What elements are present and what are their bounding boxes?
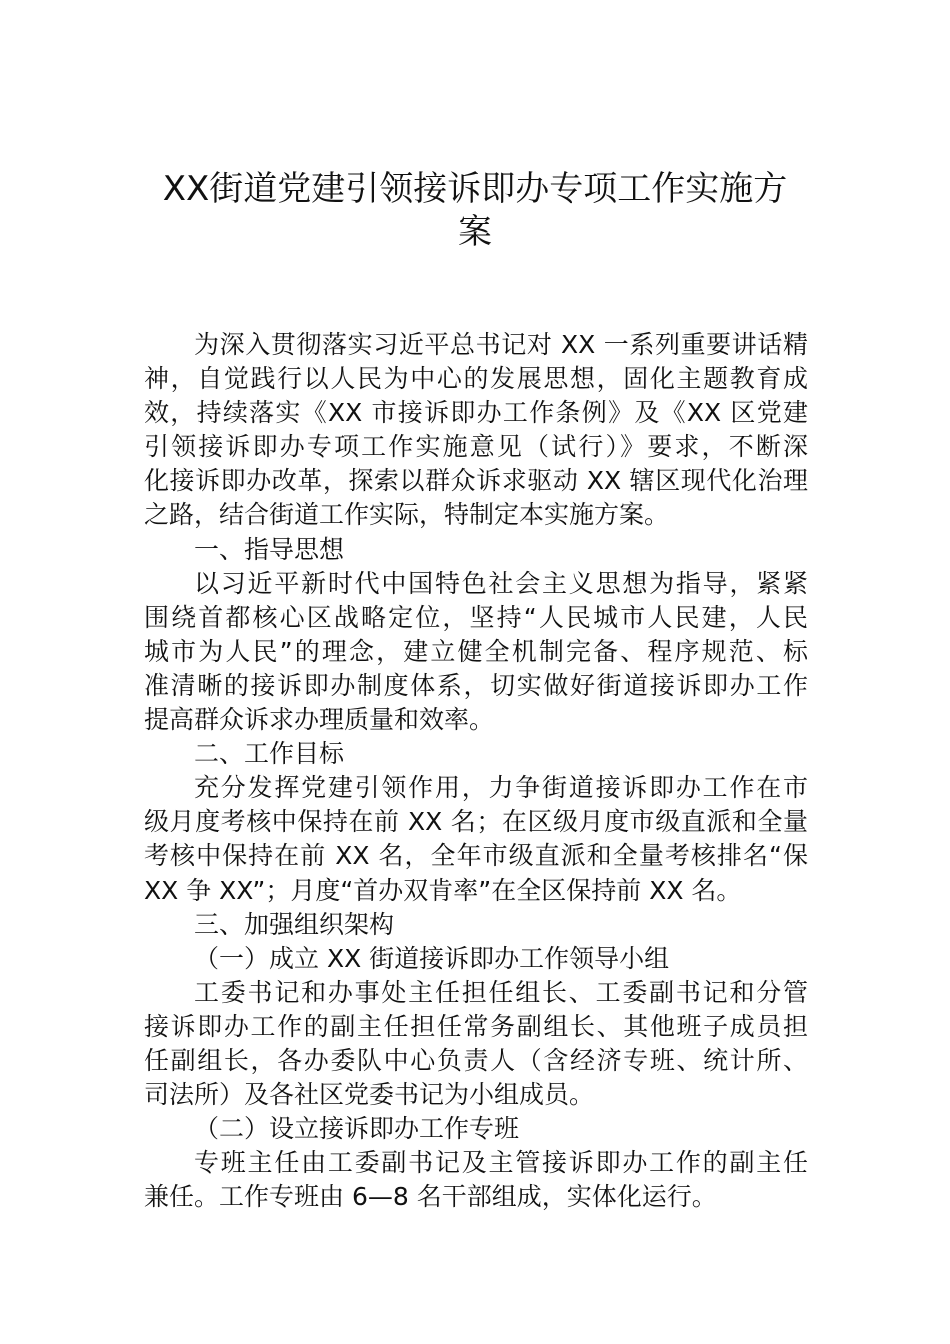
paragraph-line: 以习近平新时代中国特色社会主义思想为指导，紧紧 bbox=[194, 568, 808, 598]
paragraph-line: 任副组长，各办委队中心负责人（含经济专班、统计所、 bbox=[144, 1045, 808, 1075]
paragraph-line: 专班主任由工委副书记及主管接诉即办工作的副主任 bbox=[194, 1148, 808, 1178]
paragraph-line: 准清晰的接诉即办制度体系，切实做好街道接诉即办工作 bbox=[144, 670, 808, 700]
paragraph-line: 效，持续落实《XX 市接诉即办工作条例》及《XX 区党建 bbox=[144, 398, 808, 428]
document-body bbox=[144, 328, 808, 1214]
paragraph-line: 神，自觉践行以人民为中心的发展思想，固化主题教育成 bbox=[144, 364, 808, 394]
subsection-heading: （二）设立接诉即办工作专班 bbox=[194, 1114, 520, 1144]
section-heading: 一、指导思想 bbox=[194, 534, 345, 564]
paragraph-line: 接诉即办工作的副主任担任常务副组长、其他班子成员担 bbox=[144, 1011, 808, 1041]
document-title-line-2: 案 bbox=[458, 212, 492, 252]
section-heading: 二、工作目标 bbox=[194, 739, 345, 769]
paragraph-line: 级月度考核中保持在前 XX 名；在区级月度市级直派和全量 bbox=[144, 807, 808, 837]
paragraph-line: XX 争 XX”；月度“首办双肯率”在全区保持前 XX 名。 bbox=[144, 875, 742, 905]
document-title-line-1: XX街道党建引领接诉即办专项工作实施方 bbox=[162, 169, 788, 209]
paragraph-line: 提高群众诉求办理质量和效率。 bbox=[144, 705, 495, 735]
subsection-heading: （一）成立 XX 街道接诉即办工作领导小组 bbox=[194, 943, 670, 973]
paragraph-line: 兼任。工作专班由 6—8 名干部组成，实体化运行。 bbox=[144, 1182, 717, 1212]
paragraph-line: 工委书记和办事处主任担任组长、工委副书记和分管 bbox=[194, 977, 808, 1007]
paragraph-line: 围绕首都核心区战略定位，坚持“人民城市人民建，人民 bbox=[144, 602, 808, 632]
paragraph-line: 引领接诉即办专项工作实施意见（试行）》要求，不断深 bbox=[144, 432, 808, 462]
paragraph-line: 充分发挥党建引领作用，力争街道接诉即办工作在市 bbox=[194, 773, 808, 803]
section-heading: 三、加强组织架构 bbox=[194, 909, 395, 939]
paragraph-line: 之路，结合街道工作实际，特制定本实施方案。 bbox=[144, 500, 670, 530]
paragraph-line: 考核中保持在前 XX 名，全年市级直派和全量考核排名“保 bbox=[144, 841, 808, 871]
paragraph-line: 司法所）及各社区党委书记为小组成员。 bbox=[144, 1080, 595, 1110]
paragraph-line: 化接诉即办改革，探索以群众诉求驱动 XX 辖区现代化治理 bbox=[144, 466, 808, 496]
paragraph-line: 为深入贯彻落实习近平总书记对 XX 一系列重要讲话精 bbox=[194, 330, 808, 359]
paragraph-line: 城市为人民”的理念，建立健全机制完备、程序规范、标 bbox=[144, 636, 808, 666]
